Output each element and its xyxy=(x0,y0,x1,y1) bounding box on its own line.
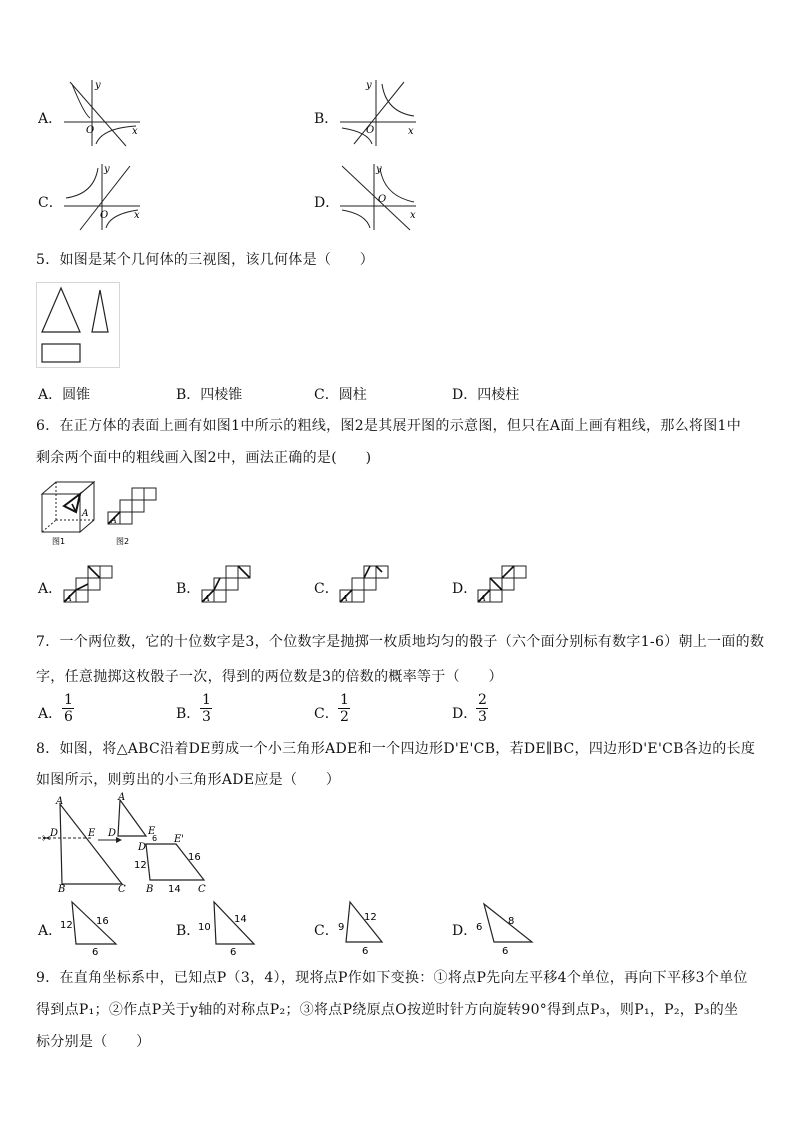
svg-text:A: A xyxy=(111,516,117,525)
q7-option-d-fraction: 2 3 xyxy=(478,692,487,725)
svg-text:A: A xyxy=(82,509,89,519)
svg-text:y: y xyxy=(104,164,110,175)
svg-text:O: O xyxy=(100,210,109,221)
svg-text:14: 14 xyxy=(234,914,247,925)
svg-text:9: 9 xyxy=(338,922,345,933)
svg-text:6: 6 xyxy=(92,947,99,958)
svg-text:O: O xyxy=(366,125,375,136)
svg-text:O: O xyxy=(378,194,387,205)
svg-text:A: A xyxy=(118,792,126,803)
q8-stem-line1: 8．如图，将△ABC沿着DE剪成一个小三角形ADE和一个四边形D'E'CB，若DE∥BC，四边形D'E'CB各边的长度 xyxy=(36,741,756,757)
svg-text:12: 12 xyxy=(134,860,147,871)
svg-text:✂: ✂ xyxy=(42,832,52,845)
q7-option-b-label[interactable]: B． xyxy=(176,706,201,722)
q5-choice-d[interactable]: D．四棱柱 xyxy=(452,387,520,403)
q8-option-a-triangle xyxy=(60,898,124,956)
q4-option-b-label[interactable]: B． xyxy=(314,111,339,127)
svg-text:10: 10 xyxy=(198,922,211,933)
q6-option-c-label[interactable]: C． xyxy=(314,581,339,597)
svg-text:D: D xyxy=(108,828,117,839)
svg-text:C: C xyxy=(198,884,206,895)
q8-option-b-label[interactable]: B． xyxy=(176,923,201,939)
svg-text:图1: 图1 xyxy=(52,537,66,546)
svg-text:D: D xyxy=(138,842,147,853)
svg-text:E: E xyxy=(88,828,96,839)
svg-text:C: C xyxy=(118,884,126,895)
svg-text:A: A xyxy=(480,594,486,603)
q7-option-a-fraction: 1 6 xyxy=(64,692,73,725)
q6-option-d-label[interactable]: D． xyxy=(452,581,478,597)
q5-choice-c[interactable]: C．圆柱 xyxy=(314,387,367,403)
q4-option-a-label[interactable]: A． xyxy=(38,111,63,127)
svg-text:12: 12 xyxy=(60,920,73,931)
q8-figure xyxy=(36,794,216,896)
svg-text:y: y xyxy=(366,80,372,91)
svg-text:y: y xyxy=(376,164,382,175)
svg-text:O: O xyxy=(86,125,95,136)
svg-text:6: 6 xyxy=(152,834,158,843)
q8-option-b-triangle xyxy=(198,898,262,956)
q8-option-d-triangle xyxy=(474,898,538,956)
svg-text:A: A xyxy=(66,594,72,603)
svg-text:x: x xyxy=(410,210,416,221)
svg-text:D: D xyxy=(50,828,59,839)
q6-option-a-label[interactable]: A． xyxy=(38,581,63,597)
svg-text:A: A xyxy=(342,594,348,603)
q5-choice-b[interactable]: B．四棱锥 xyxy=(176,387,243,403)
q8-option-d-label[interactable]: D． xyxy=(452,923,478,939)
q8-option-a-label[interactable]: A． xyxy=(38,923,63,939)
svg-text:x: x xyxy=(132,126,138,137)
q4-option-d-label[interactable]: D． xyxy=(314,195,340,211)
svg-text:6: 6 xyxy=(230,947,237,958)
q9-stem-line1: 9．在直角坐标系中，已知点P（3，4），现将点P作如下变换：①将点P先向左平移4个单位，再向下平移3个单位 xyxy=(36,970,748,986)
svg-text:6: 6 xyxy=(476,922,483,933)
q8-option-c-label[interactable]: C． xyxy=(314,923,339,939)
svg-text:16: 16 xyxy=(96,916,109,927)
svg-text:6: 6 xyxy=(502,946,509,957)
q7-option-c-label[interactable]: C． xyxy=(314,706,339,722)
q6-option-a-net xyxy=(62,564,118,606)
svg-text:12: 12 xyxy=(364,912,377,923)
q6-option-b-net xyxy=(200,564,256,606)
q7-stem-line1: 7．一个两位数，它的十位数字是3，个位数字是抛掷一枚质地均匀的骰子（六个面分别标有数字1-6）朝上一面的数 xyxy=(36,634,765,650)
q7-option-d-label[interactable]: D． xyxy=(452,706,478,722)
q6-figure-net xyxy=(104,484,164,548)
svg-text:B: B xyxy=(58,884,66,895)
svg-text:x: x xyxy=(408,126,414,137)
svg-text:y: y xyxy=(95,80,101,91)
q6-stem-line1: 6．在正方体的表面上画有如图1中所示的粗线，图2是其展开图的示意图，但只在A面上画有粗线，那么将图1中 xyxy=(36,418,742,434)
svg-text:A: A xyxy=(56,796,64,807)
svg-text:8: 8 xyxy=(508,916,515,927)
q4-graph-c xyxy=(62,162,142,232)
q4-graph-b xyxy=(338,78,418,148)
svg-text:E: E xyxy=(148,826,156,837)
svg-text:图2: 图2 xyxy=(116,537,130,546)
q8-stem-line2: 如图所示，则剪出的小三角形ADE应是（ ） xyxy=(36,772,341,788)
q4-option-c-label[interactable]: C． xyxy=(38,195,63,211)
svg-text:16: 16 xyxy=(188,852,201,863)
svg-text:E': E' xyxy=(174,834,185,845)
q7-option-b-fraction: 1 3 xyxy=(202,692,211,725)
q7-option-c-fraction: 1 2 xyxy=(340,692,349,725)
q6-stem-line2: 剩余两个面中的粗线画入图2中，画法正确的是( ) xyxy=(36,450,372,466)
q6-option-b-label[interactable]: B． xyxy=(176,581,201,597)
q6-figure-cube xyxy=(38,480,98,550)
q9-stem-line2: 得到点P₁；②作点P关于y轴的对称点P₂；③将点P绕原点O按逆时针方向旋转90°得到点P₃，则P₁，P₂，P₃的坐 xyxy=(36,1002,739,1018)
q5-stem: 5．如图是某个几何体的三视图，该几何体是（ ） xyxy=(36,252,375,268)
q7-option-a-label[interactable]: A． xyxy=(38,706,63,722)
q7-stem-line2: 字，任意抛掷这枚骰子一次，得到的两位数是3的倍数的概率等于（ ） xyxy=(36,669,503,685)
svg-text:A: A xyxy=(204,594,210,603)
svg-text:14: 14 xyxy=(168,884,181,895)
svg-text:B: B xyxy=(146,884,154,895)
q6-option-d-net xyxy=(476,564,532,606)
q5-choice-a[interactable]: A．圆锥 xyxy=(38,387,91,403)
q6-option-c-net xyxy=(338,564,394,606)
svg-text:6: 6 xyxy=(362,946,369,957)
svg-text:x: x xyxy=(134,210,140,221)
q4-graph-d xyxy=(338,162,418,232)
q9-stem-line3: 标分别是（ ） xyxy=(36,1034,151,1050)
q8-option-c-triangle xyxy=(336,898,400,956)
q4-graph-a xyxy=(62,78,142,148)
q5-three-views-figure xyxy=(36,282,120,368)
